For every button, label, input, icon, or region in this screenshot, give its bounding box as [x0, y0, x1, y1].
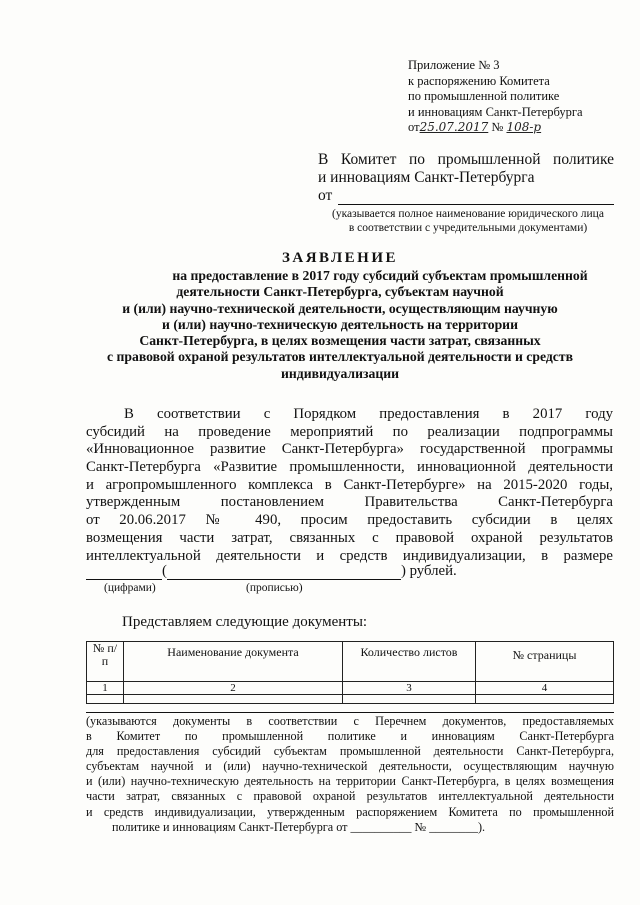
appendix-line: Приложение № 3 [408, 58, 500, 72]
sum-close: ) рублей. [400, 563, 457, 579]
appendix-block [408, 58, 628, 136]
number-prefix: № [491, 120, 504, 135]
table-header-cell: № страницы [476, 642, 614, 682]
sum-words-label: (прописью) [246, 582, 303, 594]
subtitle-line: индивидуализации [281, 365, 399, 381]
body-line: возмещения части затрат, связанных с правовой охраной результатов [86, 529, 613, 546]
document-subtitle [60, 268, 620, 382]
table-cell [87, 695, 124, 704]
table-header-cell: Количество листов [343, 642, 476, 682]
table-number-row [87, 682, 614, 695]
sum-line [86, 563, 613, 580]
addressee-note-line: (указывается полное наименование юридического лица [332, 208, 604, 220]
footnote-line: части затрат, связанных с правовой охраной результатов интеллектуальной деятельности [86, 789, 614, 804]
table-cell [476, 695, 614, 704]
handwritten-number: 108-р [506, 120, 542, 135]
handwritten-date: 25.07.2017 [419, 120, 489, 135]
footnote-line: (указываются документы в соответствии с Перечнем документов, предоставляемых [86, 714, 614, 728]
subtitle-line: с правовой охраной результатов интеллектуальной деятельности и средств [107, 349, 573, 365]
body-line: субсидий на проведение мероприятий по реализации подпрограммы [86, 423, 613, 440]
appendix-line: по промышленной политике [408, 89, 560, 104]
table-cell: 3 [343, 682, 476, 695]
date-prefix: от [408, 120, 420, 135]
from-label: от [318, 187, 333, 204]
documents-table [86, 641, 614, 704]
footnote [86, 714, 614, 835]
addressee-note [318, 207, 618, 235]
footnote-divider [86, 712, 614, 713]
body-line: утвержденным постановлением Правительства Санкт-Петербурга [86, 494, 613, 511]
body-line: Санкт-Петербурга «Развитие промышленности, инновационной деятельности [86, 459, 613, 476]
documents-heading: Представляем следующие документы: [122, 614, 368, 630]
sum-digits-label: (цифрами) [104, 582, 156, 594]
body-line: и агропромышленного комплекса в Санкт-Петербурге» на 2015-2020 годы, [86, 476, 613, 493]
footnote-line: для предоставления субсидий субъектам промышленной деятельности Санкт-Петербурга, [86, 744, 614, 759]
table-header-cell: № п/п [87, 642, 124, 682]
from-blank [338, 190, 614, 205]
table-row [87, 695, 614, 704]
table-cell: 1 [87, 682, 124, 695]
footnote-line: и (или) научно-техническую деятельность на территории Санкт-Петербурга, в целях возмещения [86, 774, 614, 789]
footnote-line: и средств индивидуализации, утвержденным распоряжением Комитета по промышленной [86, 804, 614, 819]
body-line: «Инновационное развитие Санкт-Петербурга» государственной программы [86, 441, 613, 458]
table-cell: 4 [476, 682, 614, 695]
from-line [318, 187, 614, 205]
body-line: от 20.06.2017 № 490, просим предоставить субсидии в целях [86, 512, 613, 529]
table-cell [124, 695, 343, 704]
sum-words-blank [167, 565, 401, 580]
table-header-row [87, 642, 614, 682]
subtitle-line: деятельности Санкт-Петербурга, субъектам научной [176, 284, 504, 300]
subtitle-line: Санкт-Петербурга, в целях возмещения части затрат, связанных [139, 333, 541, 349]
footnote-line: субъектам научной и (или) научно-технической деятельности, осуществляющим научную [86, 759, 614, 774]
addressee-note-line: в соответствии с учредительными документами) [348, 222, 588, 234]
body-paragraph [86, 406, 613, 565]
footnote-line: в Комитет по промышленной политике и инновациям Санкт-Петербурга [86, 729, 614, 744]
addressee-line: и инновациям Санкт-Петербурга [318, 169, 535, 186]
sum-digits-blank [86, 565, 162, 580]
subtitle-line: и (или) научно-техническую деятельность на территории [162, 316, 518, 332]
appendix-date-line [408, 120, 628, 136]
table-header-cell: Наименование документа [124, 642, 343, 682]
subtitle-line: и (или) научно-технической деятельности, осуществляющим научную [122, 300, 558, 316]
table-cell: 2 [124, 682, 343, 695]
table-cell [343, 695, 476, 704]
appendix-line: и инновациям Санкт-Петербурга [408, 104, 583, 119]
sum-open-paren: ( [162, 563, 167, 579]
appendix-line: к распоряжению Комитета [408, 73, 550, 88]
addressee-line: В Комитет по промышленной политике [318, 151, 614, 168]
document-title: ЗАЯВЛЕНИЕ [281, 250, 399, 266]
subtitle-line: на предоставление в 2017 году субсидий субъектам промышленной [172, 268, 588, 283]
body-line: интеллектуальной деятельности и средств индивидуализации, в размере [86, 547, 613, 564]
addressee-block [318, 151, 614, 205]
body-line: В соответствии с Порядком предоставления в 2017 году [124, 406, 613, 422]
footnote-line: политике и инновациям Санкт-Петербурга от __________ № ________). [112, 819, 486, 834]
